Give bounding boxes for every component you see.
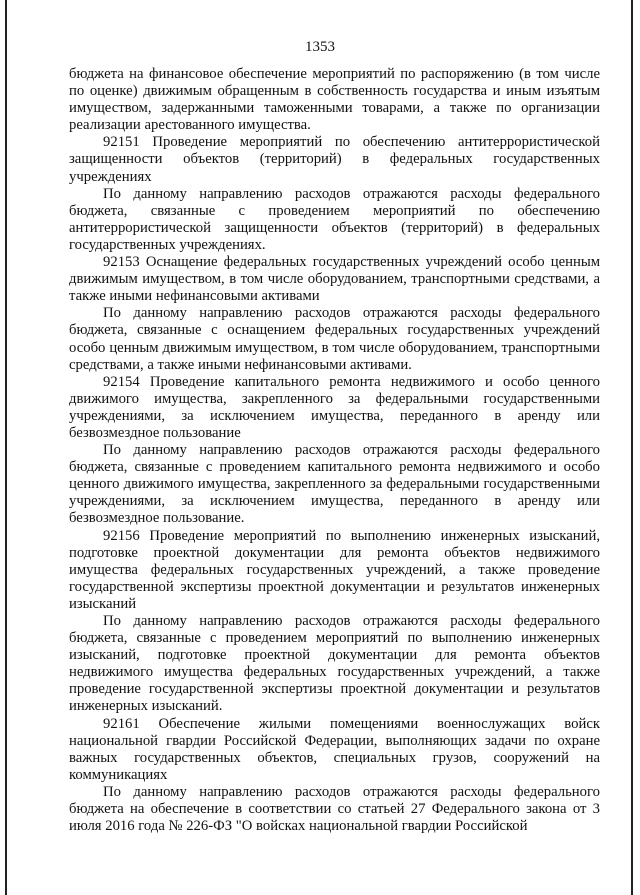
section-body-92156: По данному направлению расходов отражаются расходы федерального бюджета, связанные с проведением мероприятий по выполнению инженерных изысканий, подготовке проектной документации для ремонта объектов недвижимого имущества федеральных государственных учреждений, а также проведение государственной экспертизы проектной документации и результатов инженерных изысканий. (69, 613, 600, 715)
scan-edge-right (631, 0, 633, 895)
scan-edge-left (5, 0, 7, 895)
document-body (69, 66, 600, 835)
section-body-92154: По данному направлению расходов отражаются расходы федерального бюджета, связанные с проведением капитального ремонта недвижимого и особо ценного движимого имущества, закрепленного за федеральными государственными учреждениями, за исключением имущества, переданного в аренду или безвозмездное пользование. (69, 442, 600, 527)
section-heading-92156: 92156 Проведение мероприятий по выполнению инженерных изысканий, подготовке проектной документации для ремонта объектов недвижимого имущества федеральных государственных учреждений, а также проведение государственной экспертизы проектной документации и результатов инженерных изысканий (69, 527, 600, 612)
section-heading-92154: 92154 Проведение капитального ремонта недвижимого и особо ценного движимого имущества, закрепленного за федеральными государственными учреждениями, за исключением имущества, переданного в аренду или безвозмездное пользование (69, 373, 600, 441)
section-heading-92151: 92151 Проведение мероприятий по обеспечению антитеррористической защищенности объектов (территорий) в федеральных государственных учреждениях (69, 134, 600, 185)
section-body-92151: По данному направлению расходов отражаются расходы федерального бюджета, связанные с проведением мероприятий по обеспечению антитеррористической защищенности объектов (территорий) в федеральных государственных учреждениях. (69, 185, 600, 253)
section-heading-92161: 92161 Обеспечение жилыми помещениями военнослужащих войск национальной гвардии Российской Федерации, выполняющих задачи по охране важных государственных объектов, специальных грузов, сооружений на коммуникациях (69, 715, 600, 783)
paragraph-continuation: бюджета на финансовое обеспечение мероприятий по распоряжению (в том числе по оценке) движимым обращенным в собственность государства и иным изъятым имуществом, задержанными таможенными товарами, а также по организации реализации арестованного имущества. (69, 66, 600, 134)
page-number: 1353 (305, 39, 335, 55)
section-body-92161: По данному направлению расходов отражаются расходы федерального бюджета на обеспечение в соответствии со статьей 27 Федерального закона от 3 июля 2016 года № 226-ФЗ "О войсках национальной гвардии Российской (69, 783, 600, 835)
section-body-92153: По данному направлению расходов отражаются расходы федерального бюджета, связанные с оснащением федеральных государственных учреждений особо ценным движимым имуществом, в том числе оборудованием, транспортными средствами, а также иными нефинансовыми активами. (69, 305, 600, 373)
section-heading-92153: 92153 Оснащение федеральных государственных учреждений особо ценным движимым имуществом, в том числе оборудованием, транспортными средствами, а также иными нефинансовыми активами (69, 254, 600, 305)
